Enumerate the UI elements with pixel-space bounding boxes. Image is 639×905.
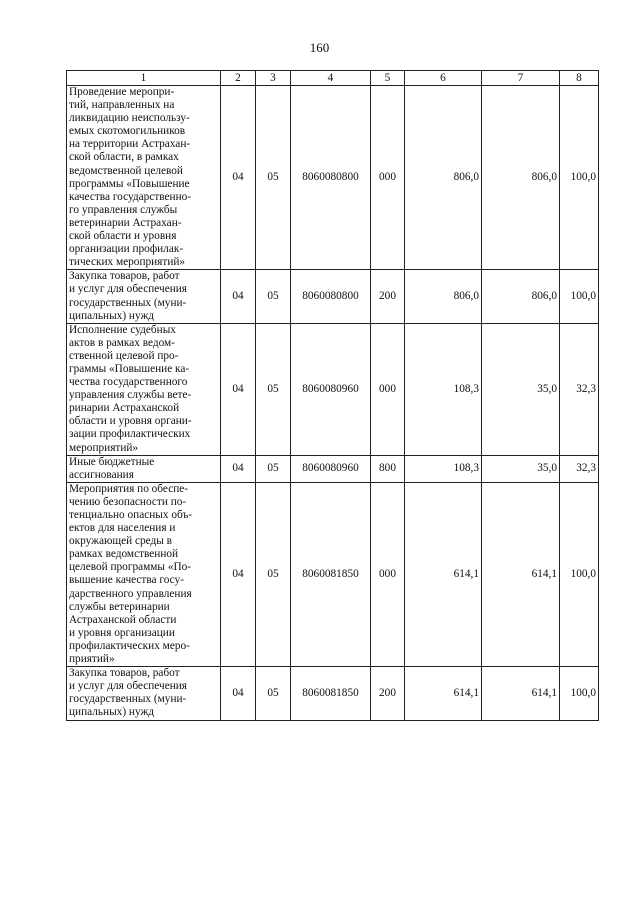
description-line: зации профилактических [69, 428, 191, 441]
expense-type-code: 200 [371, 667, 405, 720]
description-line: ской области, в рамках [69, 151, 179, 164]
table-row [67, 86, 599, 270]
table-row [67, 323, 599, 455]
target-article-code: 8060081850 [291, 667, 371, 720]
description-line: качества государственно- [69, 190, 192, 203]
description-line: области и уровня органи- [69, 415, 192, 428]
description-line: службы ветеринарии [69, 600, 170, 613]
executed-amount: 614,1 [482, 667, 560, 720]
subsection-code: 05 [256, 667, 291, 720]
row-description [67, 667, 221, 720]
row-description [67, 455, 221, 482]
description-line: организации профилак- [69, 243, 184, 256]
description-line: вышение качества госу- [69, 574, 184, 587]
executed-amount: 806,0 [482, 86, 560, 270]
expense-type-code: 000 [371, 323, 405, 455]
table-row [67, 482, 599, 666]
section-code: 04 [221, 86, 256, 270]
description-line: на территории Астрахан- [69, 138, 191, 151]
description-line: ципальных) нужд [69, 706, 155, 719]
description-line: Закупка товаров, работ [69, 667, 180, 680]
subsection-code: 05 [256, 270, 291, 323]
execution-percent: 32,3 [560, 455, 599, 482]
description-line: рамках ведомственной [69, 548, 179, 561]
row-description [67, 86, 221, 270]
row-description [67, 270, 221, 323]
execution-percent: 100,0 [560, 270, 599, 323]
planned-amount: 108,3 [405, 455, 482, 482]
table-row [67, 667, 599, 720]
section-code: 04 [221, 482, 256, 666]
description-line: Исполнение судебных [69, 323, 176, 336]
description-line: ассигнования [69, 468, 134, 481]
description-line: мероприятий» [69, 441, 139, 454]
description-line: тий, направленных на [69, 99, 175, 112]
planned-amount: 614,1 [405, 482, 482, 666]
description-line: дарственного управления [69, 587, 192, 600]
description-line: профилактических меро- [69, 639, 190, 652]
description-line: ринарии Астраханской [69, 402, 180, 415]
row-description [67, 323, 221, 455]
description-line: ственной целевой про- [69, 349, 179, 362]
header-cell: 7 [482, 71, 560, 86]
description-line: тических мероприятий» [69, 256, 186, 269]
description-line: ской области и уровня [69, 230, 177, 243]
subsection-code: 05 [256, 323, 291, 455]
description-line: ликвидацию неиспользу- [69, 112, 190, 125]
target-article-code: 8060080960 [291, 323, 371, 455]
executed-amount: 35,0 [482, 455, 560, 482]
expense-type-code: 200 [371, 270, 405, 323]
header-cell: 3 [256, 71, 291, 86]
description-line: тенциально опасных объ- [69, 509, 193, 521]
execution-percent: 100,0 [560, 86, 599, 270]
section-code: 04 [221, 270, 256, 323]
description-line: государственных (муни- [69, 296, 187, 309]
planned-amount: 108,3 [405, 323, 482, 455]
table-row [67, 455, 599, 482]
table-row [67, 270, 599, 323]
execution-percent: 32,3 [560, 323, 599, 455]
target-article-code: 8060080960 [291, 455, 371, 482]
description-line: программы «Повышение [69, 177, 190, 190]
description-line: актов в рамках ведом- [69, 336, 175, 349]
description-line: ветеринарии Астрахан- [69, 216, 182, 229]
description-line: Астраханской области [69, 613, 177, 626]
description-line: окружающей среды в [69, 535, 173, 548]
header-cell: 4 [291, 71, 371, 86]
expense-type-code: 000 [371, 86, 405, 270]
header-cell: 6 [405, 71, 482, 86]
header-row [67, 71, 599, 86]
section-code: 04 [221, 455, 256, 482]
target-article-code: 8060081850 [291, 482, 371, 666]
description-line: ектов для населения и [69, 522, 176, 535]
target-article-code: 8060080800 [291, 86, 371, 270]
header-cell: 1 [67, 71, 221, 86]
page-number: 160 [309, 40, 330, 55]
planned-amount: 806,0 [405, 86, 482, 270]
execution-percent: 100,0 [560, 667, 599, 720]
executed-amount: 806,0 [482, 270, 560, 323]
description-line: ципальных) нужд [69, 309, 155, 322]
section-code: 04 [221, 323, 256, 455]
header-cell: 2 [221, 71, 256, 86]
description-line: ведомственной целевой [69, 164, 183, 177]
description-line: приятий» [69, 653, 115, 666]
description-line: граммы «Повышение ка- [69, 362, 190, 375]
row-description [67, 482, 221, 666]
section-code: 04 [221, 667, 256, 720]
budget-table [66, 70, 599, 721]
subsection-code: 05 [256, 482, 291, 666]
header-cell: 8 [560, 71, 599, 86]
description-line: и уровня организации [69, 626, 175, 639]
expense-type-code: 000 [371, 482, 405, 666]
description-line: го управления службы [69, 203, 178, 216]
description-line: емых скотомогильников [69, 125, 186, 138]
target-article-code: 8060080800 [291, 270, 371, 323]
subsection-code: 05 [256, 455, 291, 482]
description-line: Проведение меропри- [69, 86, 175, 98]
description-line: чению безопасности по- [69, 495, 187, 508]
description-line: Мероприятия по обеспе- [69, 482, 189, 495]
description-line: и услуг для обеспечения [69, 680, 187, 693]
table-body [67, 86, 599, 721]
description-line: Закупка товаров, работ [69, 270, 180, 283]
subsection-code: 05 [256, 86, 291, 270]
execution-percent: 100,0 [560, 482, 599, 666]
executed-amount: 614,1 [482, 482, 560, 666]
description-line: Иные бюджетные [69, 455, 155, 468]
description-line: целевой программы «По- [69, 561, 192, 574]
planned-amount: 614,1 [405, 667, 482, 720]
executed-amount: 35,0 [482, 323, 560, 455]
description-line: и услуг для обеспечения [69, 283, 187, 296]
planned-amount: 806,0 [405, 270, 482, 323]
description-line: чества государственного [69, 376, 188, 389]
header-cell: 5 [371, 71, 405, 86]
expense-type-code: 800 [371, 455, 405, 482]
description-line: управления службы вете- [69, 389, 192, 402]
description-line: государственных (муни- [69, 693, 187, 706]
